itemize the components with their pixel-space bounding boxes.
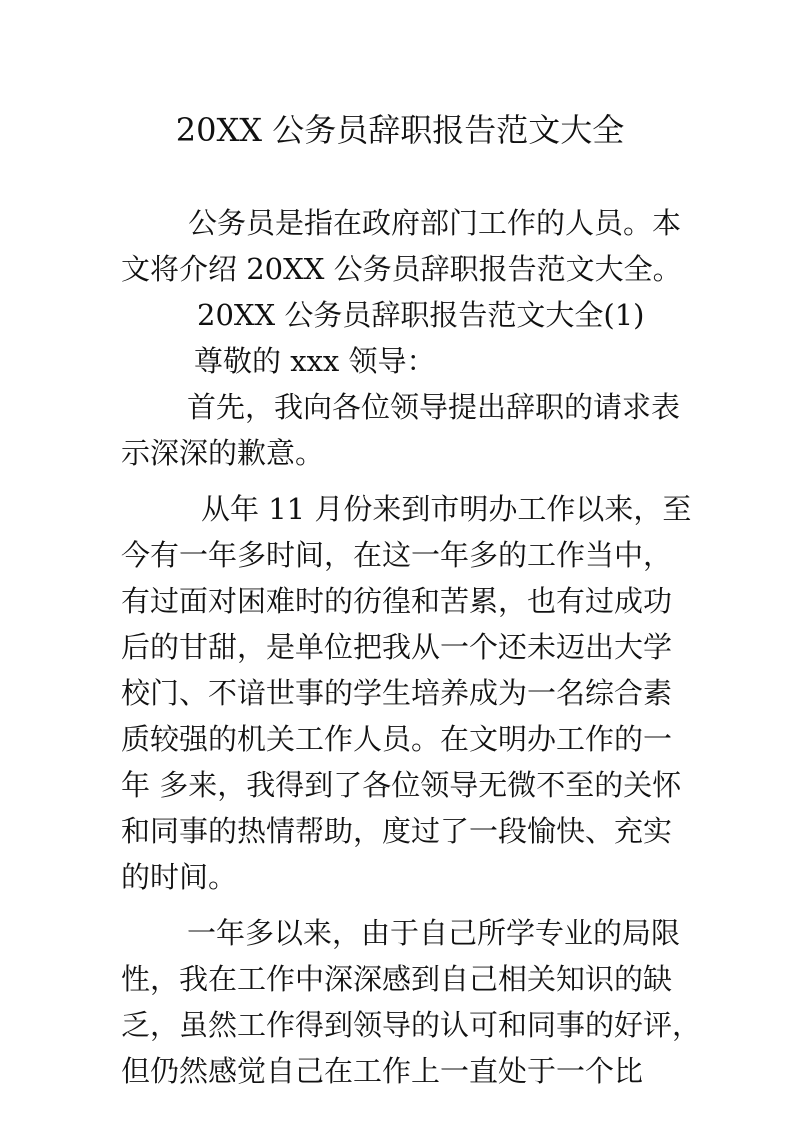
paragraph-line: 性，我在工作中深深感到自己相关知识的缺 bbox=[121, 962, 673, 996]
document-body bbox=[121, 200, 702, 1094]
paragraph-gap bbox=[121, 476, 681, 486]
paragraph-line: 有过面对困难时的彷徨和苦累，也有过成功 bbox=[121, 584, 673, 618]
intro-line: 文将介绍 20XX 公务员辞职报告范文大全。 bbox=[121, 252, 682, 286]
paragraph-line: 从年 11 月份来到市明办工作以来，至 bbox=[201, 492, 692, 526]
paragraph-line: 质较强的机关工作人员。在文明办工作的一 bbox=[121, 722, 673, 756]
paragraph-line: 的时间。 bbox=[121, 860, 238, 894]
paragraph-line: 首先，我向各位领导提出辞职的请求表 bbox=[187, 390, 681, 424]
paragraph-line: 和同事的热情帮助，度过了一段愉快、充实 bbox=[121, 814, 673, 848]
paragraph-gap bbox=[121, 900, 681, 910]
paragraph-line: 一年多以来，由于自己所学专业的局限 bbox=[187, 916, 681, 950]
salutation: 尊敬的 xxx 领导： bbox=[194, 344, 436, 378]
paragraph-line: 示深深的歉意。 bbox=[121, 436, 325, 470]
paragraph-line: 今有一年多时间，在这一年多的工作当中， bbox=[121, 538, 673, 572]
paragraph-line: 年 多来，我得到了各位领导无微不至的关怀 bbox=[121, 768, 682, 802]
section-subtitle: 20XX 公务员辞职报告范文大全(1) bbox=[197, 298, 645, 332]
document-title: 20XX 公务员辞职报告范文大全 bbox=[175, 111, 625, 149]
intro-line: 公务员是指在政府部门工作的人员。本 bbox=[188, 206, 682, 240]
paragraph-line: 后的甘甜，是单位把我从一个还未迈出大学 bbox=[121, 630, 673, 664]
paragraph-line: 校门、不谙世事的学生培养成为一名综合素 bbox=[121, 676, 673, 710]
paragraph-line: 乏，虽然工作得到领导的认可和同事的好评， bbox=[121, 1008, 702, 1042]
paragraph-line: 但仍然感觉自己在工作上一直处于一个比 bbox=[121, 1054, 644, 1088]
